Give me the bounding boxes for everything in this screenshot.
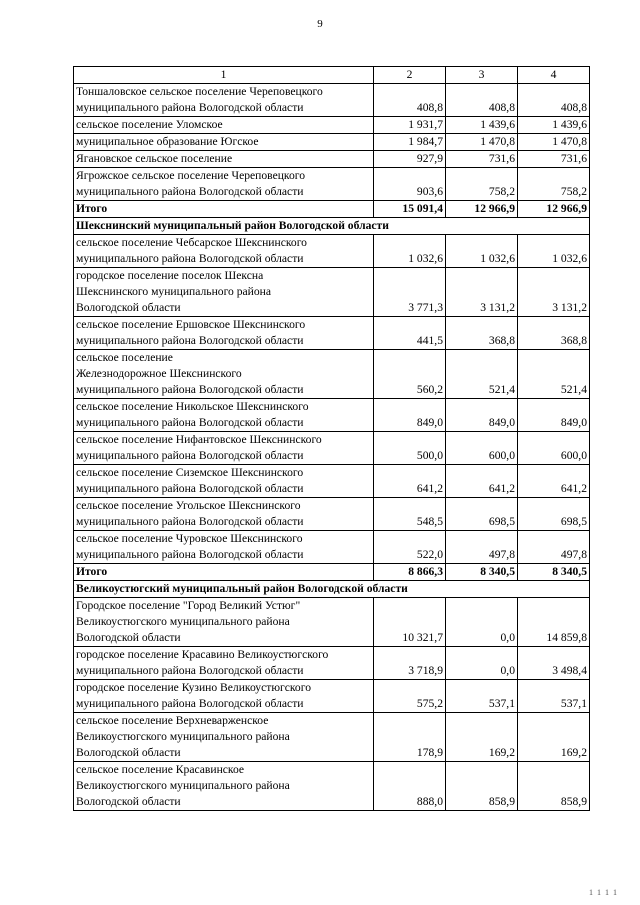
municipality-name xyxy=(74,762,374,811)
table-row xyxy=(74,762,590,811)
table-row xyxy=(74,317,590,350)
municipality-name xyxy=(74,598,374,647)
value-c3: 1 439,6 xyxy=(446,117,518,134)
value-c2: 927,9 xyxy=(374,151,446,168)
value-c3: 408,8 xyxy=(446,84,518,117)
name-line: Городское поселение "Город Великий Устюг" xyxy=(76,599,301,612)
value-c2: 3 718,9 xyxy=(374,647,446,680)
table-row xyxy=(74,268,590,317)
value-c3: 8 340,5 xyxy=(446,564,518,581)
municipality-name xyxy=(74,201,374,218)
municipality-name xyxy=(74,134,374,151)
table-row xyxy=(74,647,590,680)
header-col-3: 3 xyxy=(446,67,518,84)
name-line: Шекснинского муниципального района xyxy=(76,285,272,298)
value-c4: 497,8 xyxy=(518,531,590,564)
table-row xyxy=(74,168,590,201)
value-c3: 12 966,9 xyxy=(446,201,518,218)
table-row xyxy=(74,84,590,117)
name-line: Вологодской области xyxy=(76,795,181,808)
name-line: муниципального района Вологодской области xyxy=(76,548,304,561)
name-line: Железнодорожное Шекснинского xyxy=(76,367,242,380)
value-c2: 522,0 xyxy=(374,531,446,564)
municipality-name xyxy=(74,168,374,201)
table-row xyxy=(74,350,590,399)
name-line: сельское поселение Никольское Шекснинского xyxy=(76,400,309,413)
value-c4: 858,9 xyxy=(518,762,590,811)
value-c4: 731,6 xyxy=(518,151,590,168)
municipality-name xyxy=(74,117,374,134)
name-line: Ягрожское сельское поселение Череповецкого xyxy=(76,169,306,182)
name-line: сельское поселение Чебсарское Шекснинского xyxy=(76,236,307,249)
value-c3: 497,8 xyxy=(446,531,518,564)
name-line: Вологодской области xyxy=(76,631,181,644)
value-c3: 521,4 xyxy=(446,350,518,399)
section-title: Шекснинский муниципальный район Вологодской области xyxy=(74,218,590,235)
value-c4: 1 032,6 xyxy=(518,235,590,268)
header-col-1: 1 xyxy=(74,67,374,84)
value-c4: 1 439,6 xyxy=(518,117,590,134)
municipality-name xyxy=(74,647,374,680)
table-row xyxy=(74,713,590,762)
header-col-4: 4 xyxy=(518,67,590,84)
table-row xyxy=(74,498,590,531)
value-c2: 888,0 xyxy=(374,762,446,811)
name-line: муниципального района Вологодской области xyxy=(76,449,304,462)
value-c2: 3 771,3 xyxy=(374,268,446,317)
table-row xyxy=(74,151,590,168)
name-line: муниципального района Вологодской области xyxy=(76,515,304,528)
municipality-name xyxy=(74,531,374,564)
name-line: городское поселение Кузино Великоустюгского xyxy=(76,681,311,694)
municipality-name xyxy=(74,350,374,399)
value-c2: 441,5 xyxy=(374,317,446,350)
name-line: сельское поселение Угольское Шекснинского xyxy=(76,499,301,512)
budget-table xyxy=(73,66,589,811)
value-c4: 408,8 xyxy=(518,84,590,117)
name-line: Вологодской области xyxy=(76,746,181,759)
name-line: сельское поселение Верхневарженское xyxy=(76,714,269,727)
value-c2: 1 032,6 xyxy=(374,235,446,268)
value-c3: 368,8 xyxy=(446,317,518,350)
table-row xyxy=(74,531,590,564)
value-c2: 560,2 xyxy=(374,350,446,399)
value-c2: 548,5 xyxy=(374,498,446,531)
name-line: Великоустюгского муниципального района xyxy=(76,615,290,628)
value-c2: 903,6 xyxy=(374,168,446,201)
name-line: муниципального района Вологодской области xyxy=(76,252,304,265)
name-line: сельское поселение xyxy=(76,351,173,364)
corner-mark: 1 1 1 1 xyxy=(589,888,618,897)
value-c2: 1 984,7 xyxy=(374,134,446,151)
total-row xyxy=(74,564,590,581)
municipality-name xyxy=(74,151,374,168)
table-row xyxy=(74,235,590,268)
value-c4: 8 340,5 xyxy=(518,564,590,581)
table-row xyxy=(74,399,590,432)
value-c4: 368,8 xyxy=(518,317,590,350)
value-c4: 600,0 xyxy=(518,432,590,465)
name-line: сельское поселение Чуровское Шекснинского xyxy=(76,532,303,545)
value-c2: 15 091,4 xyxy=(374,201,446,218)
name-line: Тоншаловское сельское поселение Череповецкого xyxy=(76,85,323,98)
municipality-name xyxy=(74,84,374,117)
value-c3: 0,0 xyxy=(446,647,518,680)
value-c4: 521,4 xyxy=(518,350,590,399)
name-line: муниципального района Вологодской области xyxy=(76,482,304,495)
value-c3: 0,0 xyxy=(446,598,518,647)
municipality-name xyxy=(74,498,374,531)
value-c3: 698,5 xyxy=(446,498,518,531)
name-line: муниципального района Вологодской области xyxy=(76,416,304,429)
name-line: сельское поселение Ершовское Шекснинского xyxy=(76,318,306,331)
name-line: Итого xyxy=(76,202,108,215)
table-row xyxy=(74,465,590,498)
name-line: Великоустюгского муниципального района xyxy=(76,779,290,792)
municipality-name xyxy=(74,713,374,762)
value-c2: 849,0 xyxy=(374,399,446,432)
value-c2: 8 866,3 xyxy=(374,564,446,581)
name-line: муниципального района Вологодской области xyxy=(76,334,304,347)
municipality-name xyxy=(74,317,374,350)
name-line: городское поселение Красавино Великоустюгского xyxy=(76,648,329,661)
name-line: муниципального района Вологодской области xyxy=(76,664,304,677)
municipality-name xyxy=(74,399,374,432)
value-c2: 10 321,7 xyxy=(374,598,446,647)
value-c4: 1 470,8 xyxy=(518,134,590,151)
section-title: Великоустюгский муниципальный район Вологодской области xyxy=(74,581,590,598)
municipality-name xyxy=(74,268,374,317)
total-row xyxy=(74,201,590,218)
municipality-name xyxy=(74,235,374,268)
name-line: сельское поселение Красавинское xyxy=(76,763,245,776)
table-row xyxy=(74,598,590,647)
value-c3: 1 032,6 xyxy=(446,235,518,268)
value-c3: 758,2 xyxy=(446,168,518,201)
municipality-name xyxy=(74,432,374,465)
name-line: Итого xyxy=(76,565,108,578)
table-header-row xyxy=(74,67,590,84)
municipality-name xyxy=(74,564,374,581)
name-line: Вологодской области xyxy=(76,301,181,314)
name-line: Ягановское сельское поселение xyxy=(76,152,233,165)
page-number: 9 xyxy=(317,18,323,30)
name-line: муниципального района Вологодской области xyxy=(76,383,304,396)
section-header-row xyxy=(74,218,590,235)
name-line: муниципального района Вологодской области xyxy=(76,697,304,710)
value-c4: 849,0 xyxy=(518,399,590,432)
name-line: Великоустюгского муниципального района xyxy=(76,730,290,743)
name-line: сельское поселение Нифантовское Шекснинского xyxy=(76,433,322,446)
name-line: муниципального района Вологодской области xyxy=(76,101,304,114)
value-c3: 169,2 xyxy=(446,713,518,762)
value-c2: 500,0 xyxy=(374,432,446,465)
name-line: муниципальное образование Югское xyxy=(76,135,259,148)
value-c3: 731,6 xyxy=(446,151,518,168)
value-c4: 3 498,4 xyxy=(518,647,590,680)
value-c4: 12 966,9 xyxy=(518,201,590,218)
table-row xyxy=(74,680,590,713)
value-c3: 537,1 xyxy=(446,680,518,713)
name-line: сельское поселение Уломское xyxy=(76,118,223,131)
value-c3: 849,0 xyxy=(446,399,518,432)
name-line: городское поселение поселок Шексна xyxy=(76,269,264,282)
name-line: сельское поселение Сиземское Шекснинского xyxy=(76,466,304,479)
value-c2: 641,2 xyxy=(374,465,446,498)
value-c2: 408,8 xyxy=(374,84,446,117)
value-c4: 537,1 xyxy=(518,680,590,713)
table-row xyxy=(74,117,590,134)
section-header-row xyxy=(74,581,590,598)
header-col-2: 2 xyxy=(374,67,446,84)
table-row xyxy=(74,134,590,151)
value-c3: 600,0 xyxy=(446,432,518,465)
name-line: муниципального района Вологодской области xyxy=(76,185,304,198)
value-c3: 1 470,8 xyxy=(446,134,518,151)
value-c4: 758,2 xyxy=(518,168,590,201)
value-c4: 3 131,2 xyxy=(518,268,590,317)
value-c2: 575,2 xyxy=(374,680,446,713)
value-c4: 641,2 xyxy=(518,465,590,498)
table-row xyxy=(74,432,590,465)
value-c3: 641,2 xyxy=(446,465,518,498)
municipality-name xyxy=(74,465,374,498)
value-c4: 14 859,8 xyxy=(518,598,590,647)
value-c4: 169,2 xyxy=(518,713,590,762)
value-c2: 1 931,7 xyxy=(374,117,446,134)
municipality-name xyxy=(74,680,374,713)
value-c2: 178,9 xyxy=(374,713,446,762)
value-c3: 858,9 xyxy=(446,762,518,811)
value-c4: 698,5 xyxy=(518,498,590,531)
value-c3: 3 131,2 xyxy=(446,268,518,317)
